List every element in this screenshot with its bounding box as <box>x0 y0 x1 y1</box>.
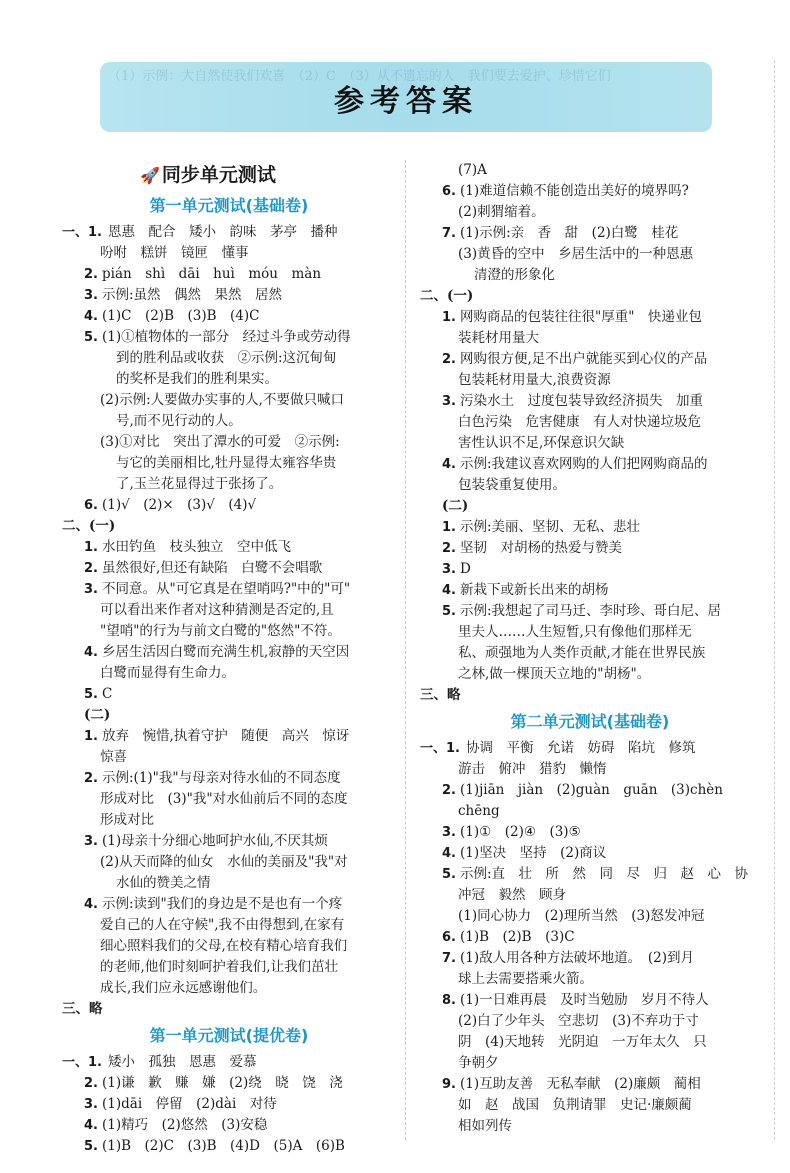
right-column <box>420 160 760 1137</box>
answer-text: 游击 俯冲 猎豹 懒惰 <box>458 761 607 777</box>
page-title: 参考答案 <box>334 84 478 119</box>
answer-text: 网购很方便,足不出户就能买到心仪的产品 <box>460 351 708 367</box>
column-divider <box>405 160 406 1140</box>
answer-line <box>420 1032 760 1053</box>
answer-text: 私、顽强地为人类作贡献,才能在世界民族 <box>458 645 706 661</box>
answer-line <box>62 999 396 1020</box>
part-label: 二、(一) <box>420 288 474 304</box>
answer-line <box>62 873 396 894</box>
question-number: 5. <box>84 687 98 702</box>
question-number: 2. <box>84 771 98 786</box>
answer-line <box>420 1011 760 1032</box>
answer-text: (2)从天而降的仙女 水仙的美丽及"我"对 <box>100 854 348 870</box>
answer-line <box>62 684 396 705</box>
answer-text: 的奖杯是我们的胜利果实。 <box>116 371 278 387</box>
answer-line <box>420 1053 760 1074</box>
answer-line <box>420 643 760 664</box>
answer-line <box>62 705 396 726</box>
question-number: 6. <box>84 498 98 513</box>
section-heading-text: 同步单元测试 <box>161 164 276 186</box>
answer-text: 与它的美丽相比,牡丹显得太雍容华贵 <box>116 455 337 471</box>
answer-line <box>62 747 396 768</box>
answer-line <box>420 801 760 822</box>
answer-line <box>62 285 396 306</box>
answer-line <box>420 843 760 864</box>
part-label: 二、(一) <box>62 518 116 534</box>
question-number: 9. <box>442 1077 456 1092</box>
answer-line <box>62 516 396 537</box>
answer-text: 示例:虽然 偶然 果然 居然 <box>102 287 283 303</box>
answer-line <box>420 286 760 307</box>
answer-line <box>420 906 760 927</box>
page-edge-line <box>774 60 775 1140</box>
answer-text: (1)dāi 停留 (2)dài 对待 <box>102 1096 277 1112</box>
answer-line <box>62 369 396 390</box>
question-number: 6. <box>442 930 456 945</box>
answer-text: 到的胜利品或收获 ②示例:这沉甸甸 <box>116 350 337 366</box>
answer-line <box>62 243 396 264</box>
question-number: 一、1. <box>62 1055 102 1070</box>
question-number: 5. <box>84 330 98 345</box>
test-title: 第一单元测试(基础卷) <box>149 196 309 215</box>
answer-text: (2)白了少年头 空悲切 (3)不弃功于寸 <box>458 1013 699 1029</box>
question-number: 7. <box>442 951 456 966</box>
answer-line <box>420 328 760 349</box>
answer-line <box>420 1116 760 1137</box>
answer-text: 爱自己的人在守候",我不由得想到,在家有 <box>100 917 345 933</box>
answer-text: 清澄的形象化 <box>474 267 555 283</box>
answer-text: (1)B (2)C (3)B (4)D (5)A (6)B <box>102 1138 345 1154</box>
answer-line <box>420 780 760 801</box>
answer-line <box>62 327 396 348</box>
answer-text: 阴 (4)天地转 光阴迫 一万年太久 只 <box>458 1034 707 1050</box>
answer-text: (2)刺猬缩着。 <box>458 204 545 220</box>
answer-line <box>62 915 396 936</box>
answer-line <box>62 411 396 432</box>
answer-text: 示例:我想起了司马迁、李时珍、哥白尼、居 <box>460 603 722 619</box>
answer-text: 包装耗材用量大,浪费资源 <box>458 372 611 388</box>
answer-text: 相如列传 <box>458 1118 512 1134</box>
answer-line <box>420 244 760 265</box>
answer-text: 矮小 孤独 恩惠 爱慕 <box>108 1054 257 1070</box>
answer-line <box>420 349 760 370</box>
answer-line <box>420 927 760 948</box>
answer-text: (1)精巧 (2)悠然 (3)安稳 <box>102 1117 268 1133</box>
answer-line <box>420 412 760 433</box>
answer-line <box>420 517 760 538</box>
answer-text: 形成对比 <box>100 812 154 828</box>
answer-line <box>420 538 760 559</box>
answer-text: (2)示例:人要做办实事的人,不要做只喊口 <box>100 392 344 408</box>
answer-line <box>420 864 760 885</box>
answer-line <box>62 642 396 663</box>
answer-text: chēng <box>458 803 500 819</box>
question-number: 2. <box>84 561 98 576</box>
answer-line <box>420 990 760 1011</box>
answer-line <box>420 622 760 643</box>
answer-text: (1)难道信赖不能创造出美好的境界吗? <box>460 183 689 199</box>
answer-line <box>420 433 760 454</box>
answer-line <box>420 822 760 843</box>
question-number: 一、1. <box>420 741 460 756</box>
answer-text: 了,玉兰花显得过于张扬了。 <box>116 476 283 492</box>
answer-text: 水田钓鱼 枝头独立 空中低飞 <box>102 539 291 555</box>
answer-text: 白鹭而显得有生命力。 <box>100 665 235 681</box>
answer-line <box>62 453 396 474</box>
answer-line <box>62 474 396 495</box>
answer-line <box>420 1074 760 1095</box>
question-number: 8. <box>442 993 456 1008</box>
answer-text: 号,而不见行动的人。 <box>116 413 242 429</box>
answer-line <box>420 454 760 475</box>
answer-text: (1)谦 歉 赚 嫌 (2)绕 晓 饶 浇 <box>102 1075 343 1091</box>
answer-text: (7)A <box>458 162 487 178</box>
answer-line <box>62 789 396 810</box>
answer-text: 恩惠 配合 矮小 韵味 茅亭 播种 <box>108 224 338 240</box>
answer-line <box>62 621 396 642</box>
answer-line <box>420 580 760 601</box>
answer-text: 可以看出来作者对这种猜测是否定的,且 <box>100 602 334 618</box>
answer-text: 示例:直 壮 所 然 同 尽 归 赵 心 协 <box>460 866 749 882</box>
part-label: 三、略 <box>62 1001 103 1017</box>
answer-line <box>62 348 396 369</box>
question-number: 5. <box>442 604 456 619</box>
question-number: 4. <box>442 583 456 598</box>
answer-line <box>420 181 760 202</box>
question-number: 3. <box>442 825 456 840</box>
part-label: 三、略 <box>420 687 461 703</box>
question-number: 5. <box>84 1139 98 1154</box>
question-number: 2. <box>442 783 456 798</box>
answer-line <box>420 160 760 181</box>
question-number: 1. <box>442 520 456 535</box>
answer-line <box>420 223 760 244</box>
question-number: 3. <box>84 288 98 303</box>
answer-line <box>420 391 760 412</box>
question-number: 5. <box>442 867 456 882</box>
question-number: 4. <box>84 897 98 912</box>
question-number: 4. <box>84 645 98 660</box>
answer-text: 水仙的赞美之情 <box>116 875 211 891</box>
answer-text: pián shì dāi huì móu màn <box>102 266 322 282</box>
answer-banner <box>100 62 712 132</box>
answer-line <box>420 601 760 622</box>
answer-text: 不同意。从"可它真是在望哨吗?"中的"可" <box>102 581 351 597</box>
left-column <box>62 160 396 1157</box>
answer-text: (1)jiān jiàn (2)guàn guān (3)chèn <box>460 782 723 798</box>
question-number: 3. <box>84 834 98 849</box>
answer-text: (1)同心协力 (2)理所当然 (3)怒发冲冠 <box>458 908 705 924</box>
answer-text: 放弃 惋惜,执着守护 随便 高兴 惊讶 <box>102 728 350 744</box>
answer-line <box>62 1094 396 1115</box>
answer-text: 坚韧 对胡杨的热爱与赞美 <box>460 540 622 556</box>
answer-line <box>420 1095 760 1116</box>
answer-line <box>62 432 396 453</box>
answer-text: 网购商品的包装往往很"厚重" 快递业包 <box>460 309 702 325</box>
answer-line <box>62 537 396 558</box>
banner-background-text: （1）示例：大自然使我们欢喜 （2）C （3）从不遗忘的人 我们要去爱护、珍惜它们 <box>108 69 611 84</box>
answer-text: (1)示例:亲 香 甜 (2)白鹭 桂花 <box>460 225 679 241</box>
answer-text: 包装袋重复使用。 <box>458 477 566 493</box>
question-number: 1. <box>442 310 456 325</box>
question-number: 2. <box>84 1076 98 1091</box>
question-number: 1. <box>84 729 98 744</box>
answer-text: (1)坚决 坚持 (2)商议 <box>460 845 607 861</box>
answer-line <box>420 738 760 759</box>
answer-text: (3)黄昏的空中 乡居生活中的一种恩惠 <box>458 246 694 262</box>
answer-text: 示例:读到"我们的身边是不是也有一个疼 <box>102 896 343 912</box>
question-number: 2. <box>442 541 456 556</box>
answer-text: 冲冠 毅然 顾身 <box>458 887 566 903</box>
answer-line <box>62 558 396 579</box>
answer-text: 之林,做一棵顶天立地的"胡杨"。 <box>458 666 651 682</box>
answer-line <box>62 1052 396 1073</box>
section-heading <box>62 160 396 190</box>
question-number: 4. <box>442 457 456 472</box>
answer-line <box>420 370 760 391</box>
answer-text: 虽然很好,但还有缺陷 白鹭不会唱歌 <box>102 560 323 576</box>
answer-text: (1)一日难再晨 及时当勉励 岁月不待人 <box>460 992 709 1008</box>
answer-line <box>420 265 760 286</box>
answer-text: 乡居生活因白鹭而充满生机,寂静的天空因 <box>102 644 350 660</box>
answer-line <box>62 726 396 747</box>
question-number: 2. <box>84 267 98 282</box>
answer-line <box>420 664 760 685</box>
question-number: 1. <box>84 540 98 555</box>
answer-text: 球上去需要搭乘火箭。 <box>458 971 593 987</box>
question-number: 7. <box>442 226 456 241</box>
question-number: 3. <box>84 1097 98 1112</box>
answer-line <box>62 1136 396 1157</box>
answer-text: (1)① (2)④ (3)⑤ <box>460 824 581 840</box>
answer-text: 示例:美丽、坚韧、无私、悲壮 <box>460 519 641 535</box>
answer-line <box>420 759 760 780</box>
question-number: 一、1. <box>62 225 102 240</box>
answer-text: (1)√ (2)× (3)√ (4)√ <box>102 497 257 513</box>
answer-text: (1)①植物体的一部分 经过斗争或劳动得 <box>102 329 351 345</box>
answer-line <box>62 1115 396 1136</box>
answer-text: "望哨"的行为与前文白鹭的"悠然"不符。 <box>100 623 341 639</box>
answer-line <box>62 810 396 831</box>
question-number: 6. <box>442 184 456 199</box>
answer-line <box>420 475 760 496</box>
question-number: 3. <box>84 582 98 597</box>
answer-line <box>420 885 760 906</box>
answer-text: (3)①对比 突出了潭水的可爱 ②示例: <box>100 434 340 450</box>
answer-line <box>420 307 760 328</box>
answer-text: 白色污染 危害健康 有人对快递垃圾危 <box>458 414 701 430</box>
answer-line <box>420 685 760 706</box>
answer-text: (1)母亲十分细心地呵护水仙,不厌其烦 <box>102 833 328 849</box>
rocket-icon: 🚀 <box>140 166 160 185</box>
part-label: (二) <box>84 707 111 723</box>
answer-line <box>62 264 396 285</box>
answer-line <box>420 202 760 223</box>
test-title: 第一单元测试(提优卷) <box>149 1026 309 1045</box>
answer-text: 害性认识不足,环保意识欠缺 <box>458 435 625 451</box>
answer-text: (1)敌人用各种方法破坏地道。 (2)到月 <box>460 950 694 966</box>
answer-text: (1)B (2)B (3)C <box>460 929 575 945</box>
answer-text: 的老师,他们时刻呵护着我们,让我们茁壮 <box>100 959 339 975</box>
answer-line <box>62 852 396 873</box>
answer-text: 新栽下或新长出来的胡杨 <box>460 582 609 598</box>
answer-text: 惊喜 <box>100 749 127 765</box>
answer-text: 示例:我建议喜欢网购的人们把网购商品的 <box>460 456 708 472</box>
answer-line <box>62 579 396 600</box>
answer-text: 如 赵 战国 负荆请罪 史记·廉颇蔺 <box>458 1097 692 1113</box>
answer-text: 形成对比 (3)"我"对水仙前后不同的态度 <box>100 791 348 807</box>
answer-line <box>62 768 396 789</box>
answer-text: C <box>102 686 113 702</box>
question-number: 3. <box>442 394 456 409</box>
answer-text: 示例:(1)"我"与母亲对待水仙的不同态度 <box>102 770 341 786</box>
answer-line <box>420 496 760 517</box>
answer-text: 污染水土 过度包装导致经济损失 加重 <box>460 393 703 409</box>
answer-text: 吩咐 糕饼 镜匣 懂事 <box>100 245 249 261</box>
answer-text: 装耗材用量大 <box>458 330 539 346</box>
part-label: (二) <box>442 498 469 514</box>
question-number: 4. <box>84 1118 98 1133</box>
answer-text: (1)C (2)B (3)B (4)C <box>102 308 260 324</box>
answer-line <box>62 222 396 243</box>
answer-line <box>62 936 396 957</box>
question-number: 3. <box>442 562 456 577</box>
answer-text: 细心照料我们的父母,在校有精心培育我们 <box>100 938 348 954</box>
answer-line <box>62 495 396 516</box>
test-title: 第二单元测试(基础卷) <box>510 712 670 731</box>
question-number: 2. <box>442 352 456 367</box>
question-number: 4. <box>442 846 456 861</box>
answer-line <box>62 306 396 327</box>
answer-line <box>62 894 396 915</box>
answer-text: 协调 平衡 允诺 妨碍 陷坑 修筑 <box>466 740 696 756</box>
answer-line <box>62 390 396 411</box>
answer-text: 成长,我们应永远感谢他们。 <box>100 980 267 996</box>
answer-text: (1)互助友善 无私奉献 (2)廉颇 蔺相 <box>460 1076 701 1092</box>
answer-line <box>62 978 396 999</box>
answer-line <box>62 600 396 621</box>
question-number: 4. <box>84 309 98 324</box>
answer-line <box>62 957 396 978</box>
answer-line <box>420 969 760 990</box>
answer-text: 里夫人……人生短暂,只有像他们那样无 <box>458 624 692 640</box>
answer-text: D <box>460 561 471 577</box>
answer-line <box>62 831 396 852</box>
answer-line <box>420 948 760 969</box>
answer-line <box>62 663 396 684</box>
answer-line <box>420 559 760 580</box>
answer-text: 争朝夕 <box>458 1055 499 1071</box>
answer-line <box>62 1073 396 1094</box>
